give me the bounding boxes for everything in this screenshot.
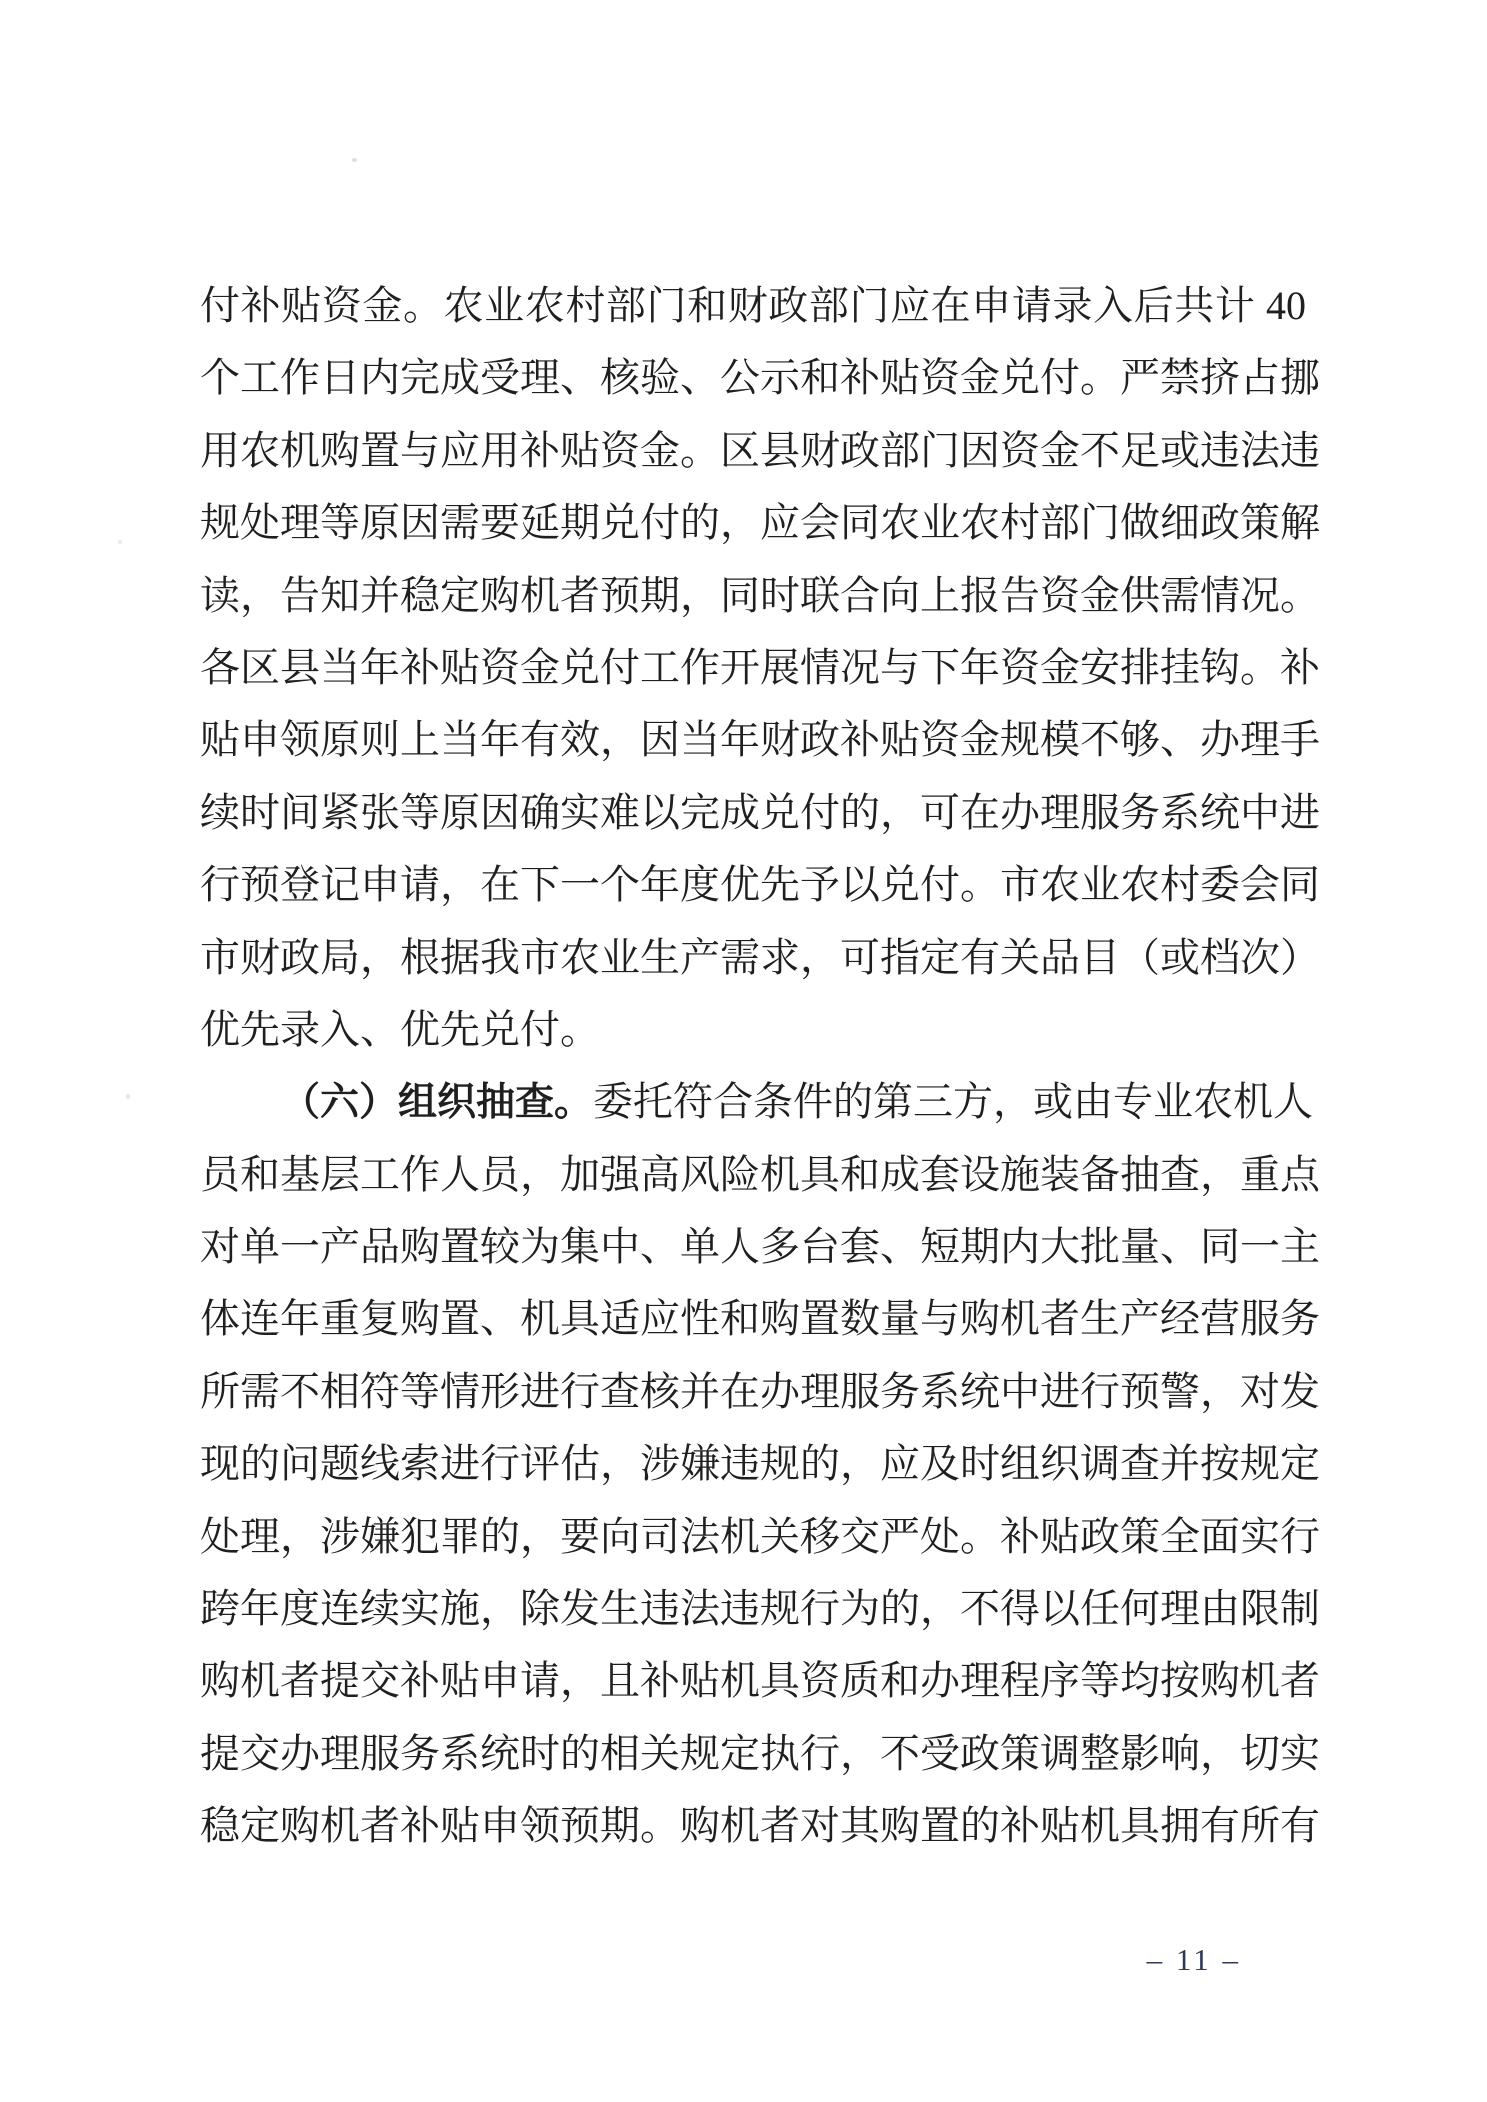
text-line: 员和基层工作人员，加强高风险机具和成套设施装备抽查，重点 bbox=[200, 1151, 1320, 1197]
text-line: 用农机购置与应用补贴资金。区县财政部门因资金不足或违法违 bbox=[200, 427, 1320, 473]
page-number: – 11 – bbox=[1146, 1942, 1241, 1977]
section-heading: （六）组织抽查。 bbox=[281, 1081, 594, 1125]
text-line: 现的问题线索进行评估，涉嫌违规的，应及时组织调查并按规定 bbox=[200, 1441, 1320, 1487]
text-line: 跨年度连续实施，除发生违法违规行为的，不得以任何理由限制 bbox=[200, 1586, 1320, 1632]
text-line: 对单一产品购置较为集中、单人多台套、短期内大批量、同一主 bbox=[200, 1224, 1320, 1270]
text-line: 体连年重复购置、机具适应性和购置数量与购机者生产经营服务 bbox=[200, 1296, 1320, 1342]
text-line: 处理，涉嫌犯罪的，要向司法机关移交严处。补贴政策全面实行 bbox=[200, 1513, 1320, 1559]
text-line: 购机者提交补贴申请，且补贴机具资质和办理程序等均按购机者 bbox=[200, 1658, 1320, 1704]
section-heading-rest: 委托符合条件的第三方，或由专业农机人 bbox=[593, 1079, 1314, 1125]
text-line: 续时间紧张等原因确实难以完成兑付的，可在办理服务系统中进 bbox=[200, 789, 1320, 835]
text-line: 规处理等原因需要延期兑付的，应会同农业农村部门做细政策解 bbox=[200, 500, 1320, 546]
text-line bbox=[200, 1066, 1314, 1138]
text-line: 贴申领原则上当年有效，因当年财政补贴资金规模不够、办理手 bbox=[200, 717, 1320, 763]
text-line: 优先录入、优先兑付。 bbox=[200, 1006, 600, 1052]
text-block bbox=[200, 270, 1320, 1863]
text-line: 提交办理服务系统时的相关规定执行，不受政策调整影响，切实 bbox=[200, 1730, 1320, 1776]
text-line: 个工作日内完成受理、核验、公示和补贴资金兑付。严禁挤占挪 bbox=[200, 355, 1320, 401]
text-line: 各区县当年补贴资金兑付工作开展情况与下年资金安排挂钩。补 bbox=[200, 644, 1320, 690]
text-line: 付补贴资金。农业农村部门和财政部门应在申请录入后共计 40 bbox=[200, 283, 1306, 328]
text-line: 市财政局，根据我市农业生产需求，可指定有关品目（或档次） bbox=[200, 934, 1320, 980]
scan-artifact bbox=[352, 158, 357, 162]
text-line: 稳定购机者补贴申领预期。购机者对其购置的补贴机具拥有所有 bbox=[200, 1803, 1320, 1849]
scan-artifact bbox=[126, 1094, 130, 1099]
text-line: 所需不相符等情形进行查核并在办理服务系统中进行预警，对发 bbox=[200, 1368, 1320, 1414]
text-line: 行预登记申请，在下一个年度优先予以兑付。市农业农村委会同 bbox=[200, 862, 1320, 908]
scan-artifact bbox=[118, 540, 122, 544]
text-line: 读，告知并稳定购机者预期，同时联合向上报告资金供需情况。 bbox=[200, 572, 1320, 618]
